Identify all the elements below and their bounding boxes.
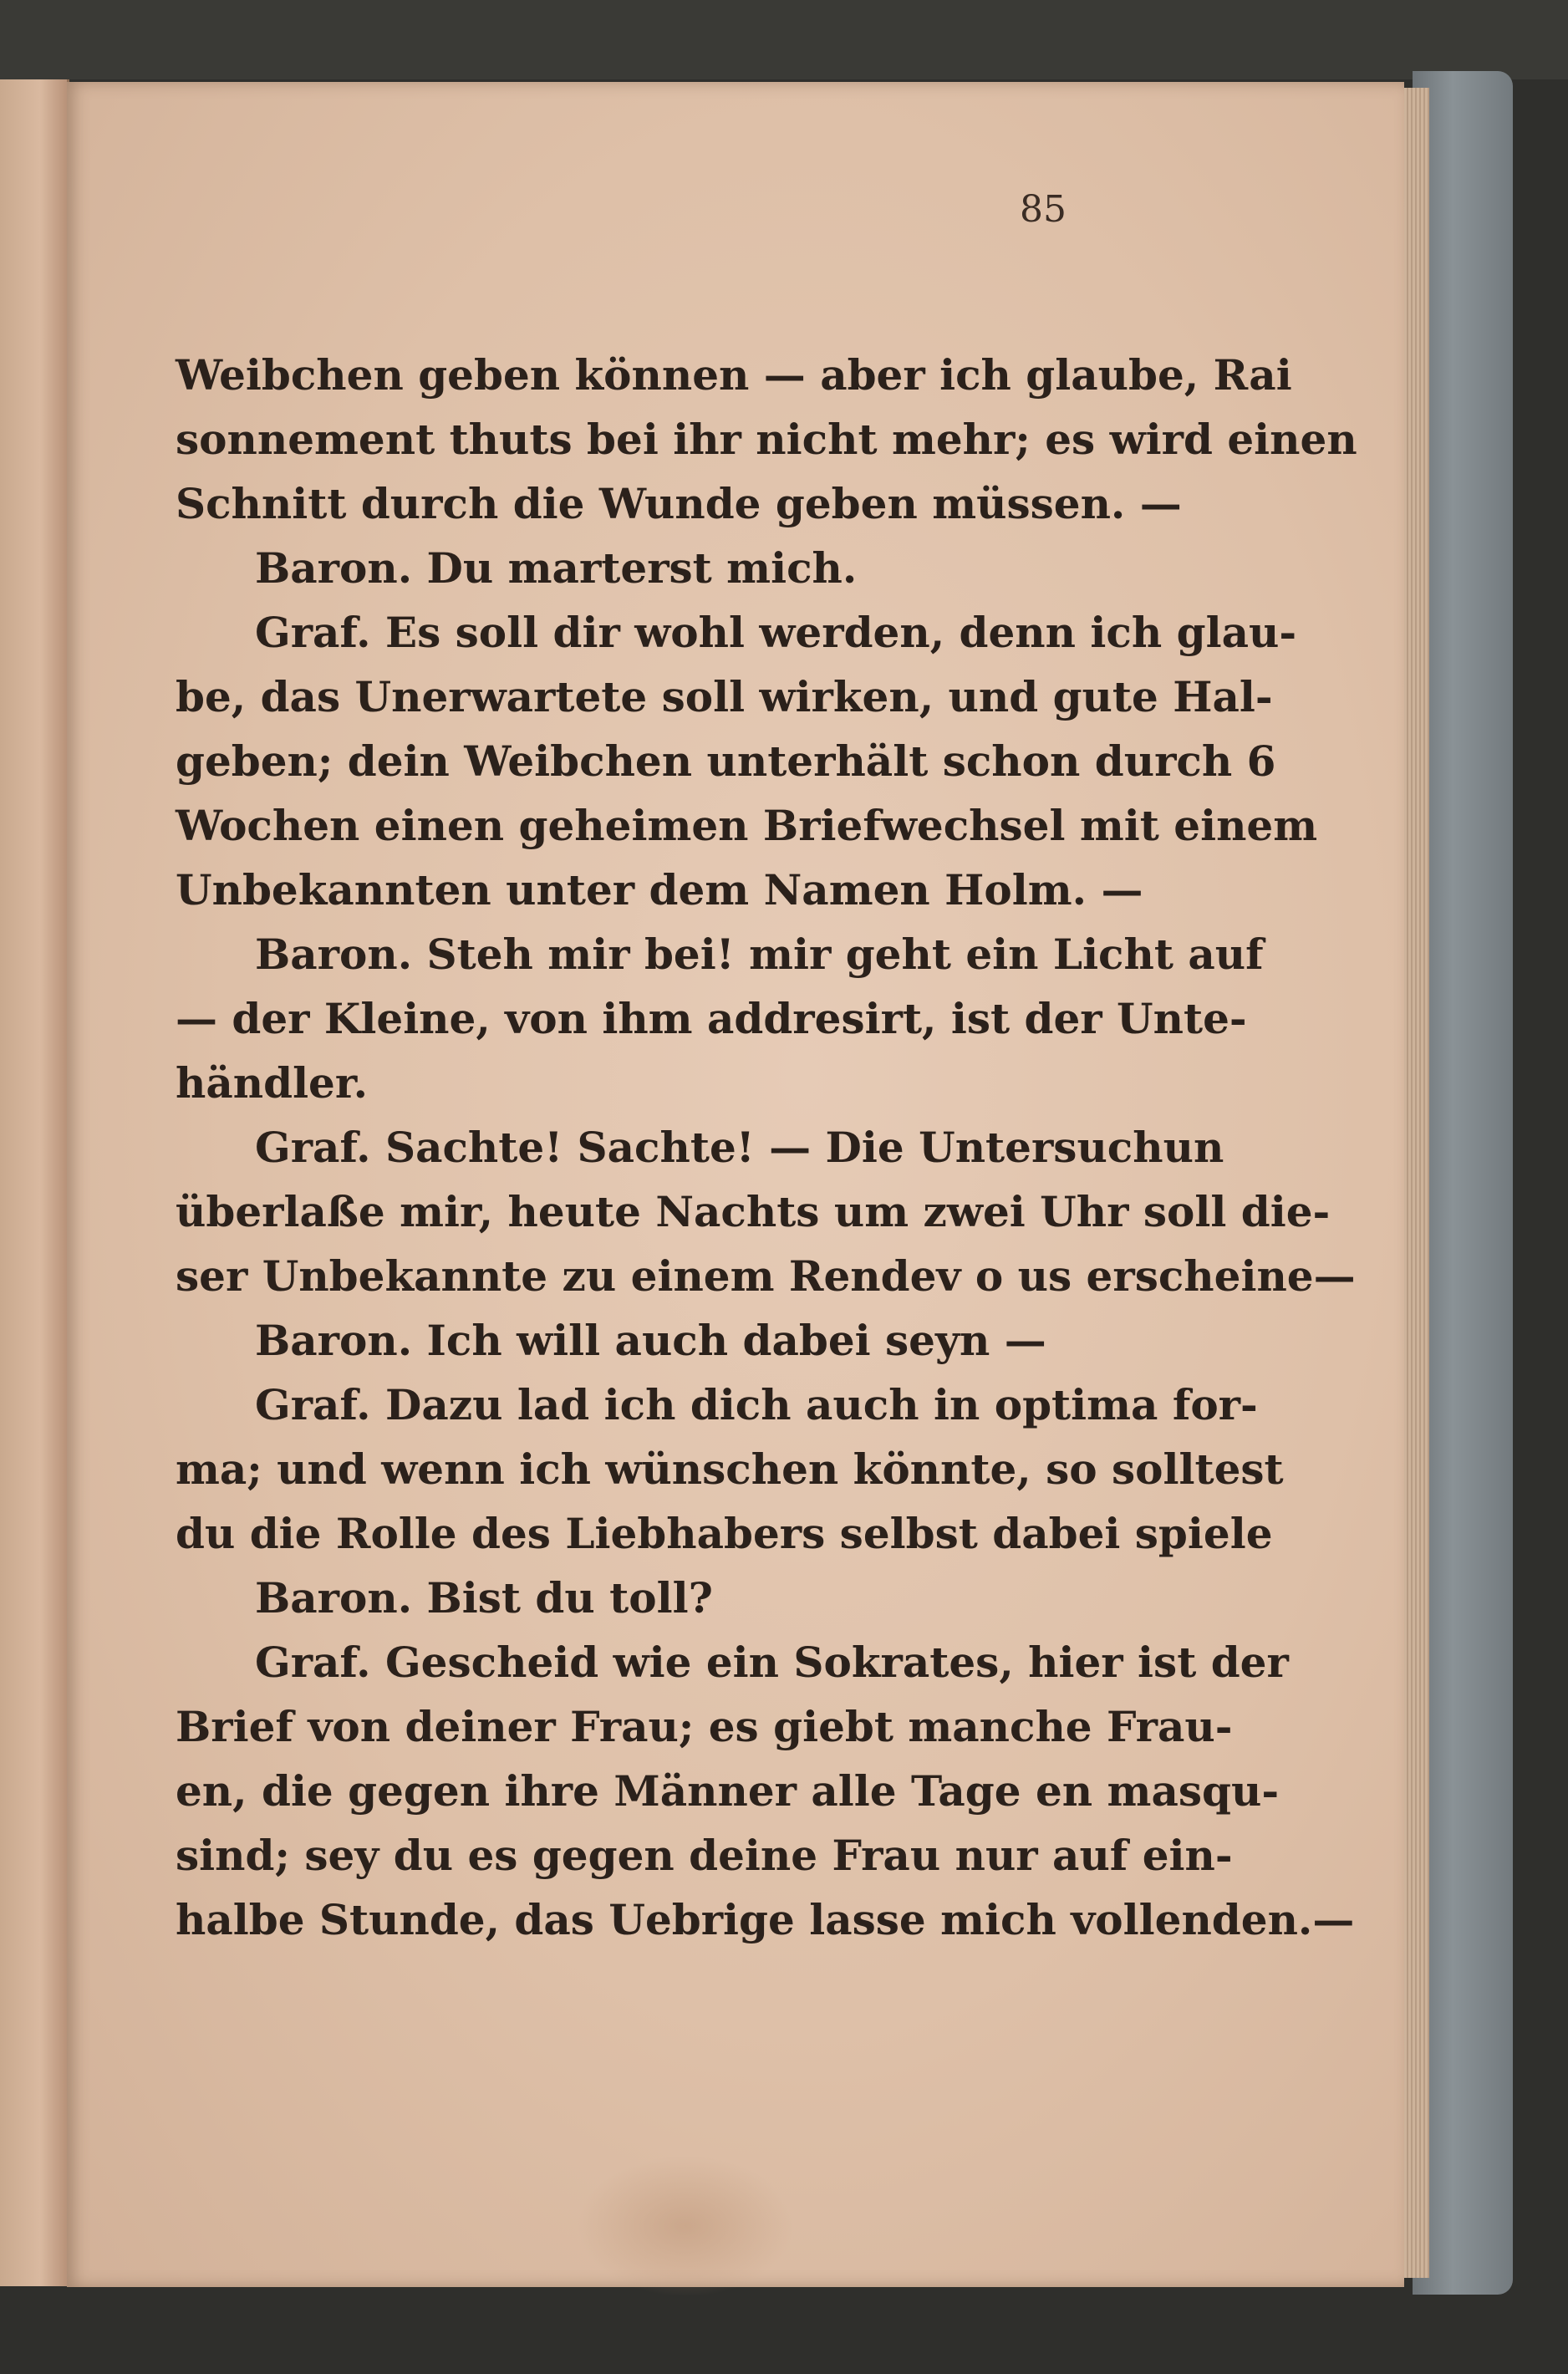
- text-line: Baron. Steh mir bei! mir geht ein Licht auf: [255, 930, 1264, 979]
- text-line: Graf. Dazu lad ich dich auch in optima for-: [255, 1380, 1258, 1429]
- page-number: 85: [1020, 188, 1067, 231]
- background-top: [0, 0, 1568, 79]
- text-line: Wochen einen geheimen Briefwechsel mit einem: [176, 801, 1318, 850]
- text-line: — der Kleine, von ihm addresirt, ist der Unte-: [176, 994, 1247, 1043]
- text-line: Graf. Gescheid wie ein Sokrates, hier ist der: [255, 1638, 1289, 1687]
- page-text: [176, 343, 1357, 1952]
- text-line: ma; und wenn ich wünschen könnte, so solltest: [176, 1444, 1284, 1494]
- text-line: geben; dein Weibchen unterhält schon durch 6: [176, 736, 1276, 786]
- text-line: Baron. Bist du toll?: [255, 1573, 713, 1623]
- text-line: du die Rolle des Liebhabers selbst dabei spiele: [176, 1509, 1273, 1558]
- text-line: sind; sey du es gegen deine Frau nur auf ein-: [176, 1831, 1233, 1880]
- text-line: händler.: [176, 1058, 369, 1108]
- text-line: Weibchen geben können — aber ich glaube, Rai: [176, 350, 1292, 400]
- text-line: be, das Unerwartete soll wirken, und gute Hal-: [176, 672, 1273, 721]
- text-line: ser Unbekannte zu einem Rendev o us erscheine—: [176, 1251, 1356, 1301]
- text-line: en, die gegen ihre Männer alle Tage en masqu-: [176, 1766, 1280, 1816]
- paper-stain: [577, 2155, 794, 2297]
- text-line: Baron. Du marterst mich.: [255, 543, 858, 593]
- text-line: Graf. Sachte! Sachte! — Die Untersuchun: [255, 1123, 1224, 1172]
- text-line: Graf. Es soll dir wohl werden, denn ich glau-: [255, 608, 1297, 657]
- text-line: Unbekannten unter dem Namen Holm. —: [176, 865, 1143, 914]
- text-line: überlaße mir, heute Nachts um zwei Uhr soll die-: [176, 1187, 1331, 1236]
- text-line: Brief von deiner Frau; es giebt manche Frau-: [176, 1702, 1233, 1751]
- facing-page-edge: [0, 79, 69, 2286]
- text-line: Baron. Ich will auch dabei seyn —: [255, 1316, 1046, 1365]
- text-line: sonnement thuts bei ihr nicht mehr; es wird einen: [176, 415, 1357, 464]
- text-line: halbe Stunde, das Uebrige lasse mich vollenden.—: [176, 1895, 1355, 1944]
- text-line: Schnitt durch die Wunde geben müssen. —: [176, 479, 1182, 528]
